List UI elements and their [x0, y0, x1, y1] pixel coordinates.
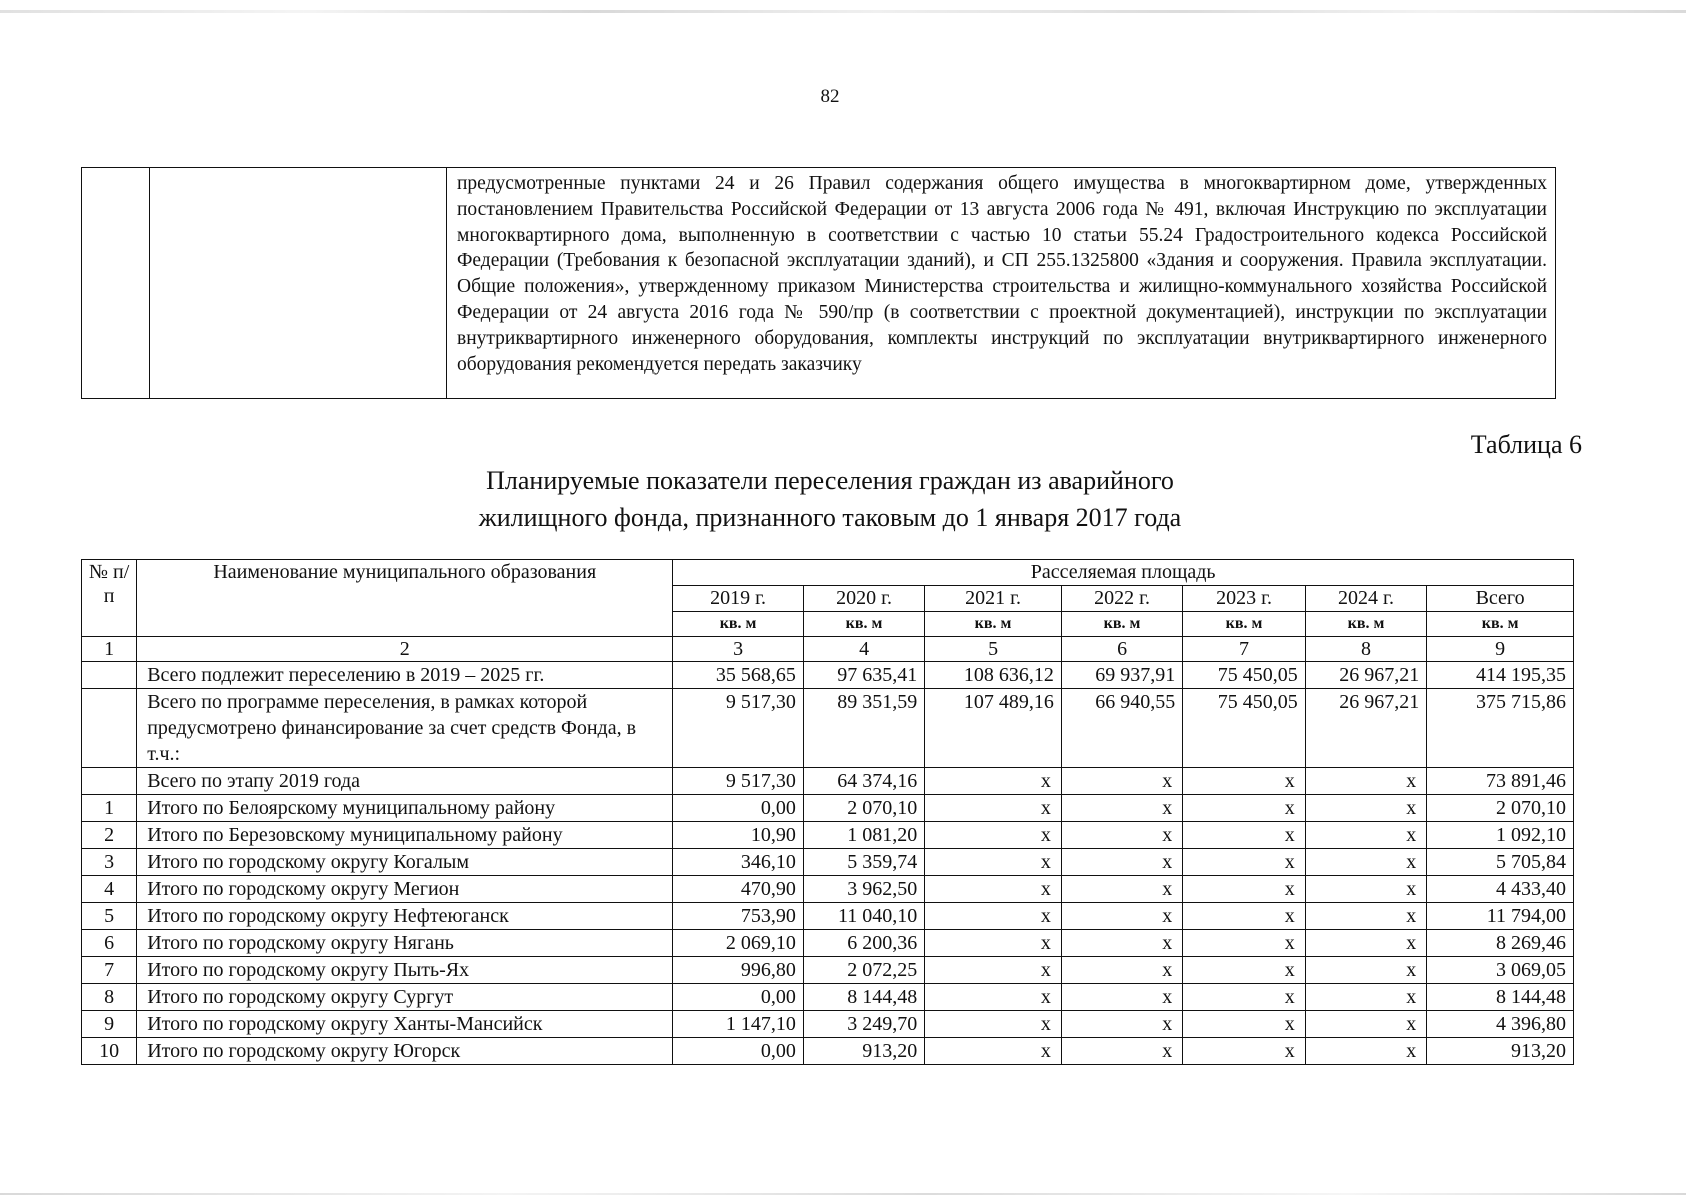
scan-edge-top [0, 10, 1686, 13]
row-year-value: 3 249,70 [803, 1011, 924, 1038]
row-total-value: 913,20 [1427, 1038, 1574, 1065]
header-number: № п/п [82, 560, 137, 637]
table-row [82, 849, 1574, 876]
row-year-value: 9 517,30 [673, 768, 804, 795]
row-total-value: 4 433,40 [1427, 876, 1574, 903]
row-year-value: х [1183, 822, 1305, 849]
table-row [82, 768, 1574, 795]
row-year-value: 0,00 [673, 984, 804, 1011]
row-municipality-name: Всего по этапу 2019 года [137, 768, 673, 795]
row-year-value: 108 636,12 [925, 662, 1062, 689]
row-total-value: 2 070,10 [1427, 795, 1574, 822]
table-label: Таблица 6 [1470, 430, 1582, 459]
table-row [82, 876, 1574, 903]
row-year-value: х [1061, 795, 1182, 822]
row-year-value: х [925, 1011, 1062, 1038]
row-year-value: х [1183, 1038, 1305, 1065]
header-unit: кв. м [925, 612, 1062, 637]
row-total-value: 4 396,80 [1427, 1011, 1574, 1038]
continuation-table [81, 167, 1556, 399]
row-year-value: х [1061, 876, 1182, 903]
row-number: 8 [82, 984, 137, 1011]
row-year-value: 0,00 [673, 795, 804, 822]
page-number: 82 [820, 86, 840, 107]
row-number: 1 [82, 795, 137, 822]
column-number: 4 [803, 637, 924, 662]
column-number: 8 [1305, 637, 1426, 662]
table-row [82, 795, 1574, 822]
row-number: 2 [82, 822, 137, 849]
row-year-value: х [1061, 849, 1182, 876]
row-year-value: х [1305, 768, 1426, 795]
row-year-value: 2 072,25 [803, 957, 924, 984]
row-total-value: 8 144,48 [1427, 984, 1574, 1011]
row-year-value: 107 489,16 [925, 689, 1062, 768]
row-year-value: х [925, 1038, 1062, 1065]
row-year-value: х [1305, 876, 1426, 903]
row-year-value: х [1305, 957, 1426, 984]
continuation-text-cell [447, 168, 1556, 399]
row-year-value: х [1305, 903, 1426, 930]
table-row [82, 903, 1574, 930]
row-municipality-name: Итого по городскому округу Нефтеюганск [137, 903, 673, 930]
header-year: 2023 г. [1183, 586, 1305, 612]
row-year-value: х [925, 984, 1062, 1011]
column-numbers-row [82, 637, 1574, 662]
header-unit: кв. м [673, 612, 804, 637]
row-year-value: х [1061, 930, 1182, 957]
row-year-value: х [1061, 768, 1182, 795]
column-number: 1 [82, 637, 137, 662]
table-row [82, 822, 1574, 849]
table-row [82, 1011, 1574, 1038]
continuation-empty-cell-2 [150, 168, 447, 399]
resettlement-table [81, 559, 1574, 1065]
row-year-value: х [925, 768, 1062, 795]
table-row [82, 662, 1574, 689]
row-year-value: х [1061, 984, 1182, 1011]
row-year-value: х [1305, 795, 1426, 822]
row-year-value: 9 517,30 [673, 689, 804, 768]
table-row [82, 930, 1574, 957]
continuation-empty-cell-1 [82, 168, 150, 399]
row-municipality-name: Итого по городскому округу Нягань [137, 930, 673, 957]
row-municipality-name: Всего подлежит переселению в 2019 – 2025 гг. [137, 662, 673, 689]
row-year-value: 97 635,41 [803, 662, 924, 689]
scan-edge-bottom [0, 1193, 1686, 1195]
row-year-value: 26 967,21 [1305, 689, 1426, 768]
row-year-value: х [925, 849, 1062, 876]
row-year-value: х [1183, 957, 1305, 984]
row-municipality-name: Итого по городскому округу Ханты-Мансийск [137, 1011, 673, 1038]
table-title [380, 462, 1280, 536]
header-year: 2022 г. [1061, 586, 1182, 612]
header-year: 2020 г. [803, 586, 924, 612]
row-year-value: х [1183, 795, 1305, 822]
row-municipality-name: Итого по Белоярскому муниципальному району [137, 795, 673, 822]
continuation-text: предусмотренные пунктами 24 и 26 Правил содержания общего имущества в многоквартирном доме, утвержденных постановлением Правительства Российской Федерации от 13 августа 2006 года № 491, включая Инструкцию по эксплуатации многоквартирного дома, выполненную в соответствии с частью 10 статьи 55.24 Градостроительного кодекса Российской Федерации (Требования к безопасной эксплуатации зданий), и СП 255.1325800 «Здания и сооружения. Правила эксплуатации. Общие положения», утвержденному приказом Министерства строительства и жилищно-коммунального хозяйства Российской Федерации от 24 августа 2016 года № 590/пр (в соответствии с проектной документацией), инструкции по эксплуатации внутриквартирного инженерного оборудования, комплекты инструкций по эксплуатации внутриквартирного инженерного оборудования рекомендуется передать заказчику [457, 173, 1547, 375]
row-year-value: 75 450,05 [1183, 662, 1305, 689]
row-year-value: 0,00 [673, 1038, 804, 1065]
column-number: 5 [925, 637, 1062, 662]
row-year-value: х [1305, 930, 1426, 957]
row-year-value: 753,90 [673, 903, 804, 930]
row-year-value: 2 070,10 [803, 795, 924, 822]
row-total-value: 73 891,46 [1427, 768, 1574, 795]
row-year-value: х [1305, 822, 1426, 849]
header-municipality: Наименование муниципального образования [137, 560, 673, 637]
row-year-value: х [1183, 876, 1305, 903]
row-number: 3 [82, 849, 137, 876]
row-year-value: 913,20 [803, 1038, 924, 1065]
row-year-value: х [1305, 1011, 1426, 1038]
row-total-value: 5 705,84 [1427, 849, 1574, 876]
header-unit: кв. м [1427, 612, 1574, 637]
header-unit: кв. м [1061, 612, 1182, 637]
row-total-value: 8 269,46 [1427, 930, 1574, 957]
table-row [82, 1038, 1574, 1065]
row-year-value: 8 144,48 [803, 984, 924, 1011]
row-number [82, 768, 137, 795]
row-total-value: 1 092,10 [1427, 822, 1574, 849]
header-area: Расселяемая площадь [673, 560, 1574, 586]
row-total-value: 414 195,35 [1427, 662, 1574, 689]
row-total-value: 11 794,00 [1427, 903, 1574, 930]
row-year-value: х [1183, 768, 1305, 795]
row-year-value: х [1183, 1011, 1305, 1038]
row-municipality-name: Итого по городскому округу Сургут [137, 984, 673, 1011]
column-number: 6 [1061, 637, 1182, 662]
row-year-value: х [925, 903, 1062, 930]
row-year-value: 6 200,36 [803, 930, 924, 957]
row-year-value: 1 147,10 [673, 1011, 804, 1038]
row-year-value: 75 450,05 [1183, 689, 1305, 768]
row-year-value: х [1061, 1011, 1182, 1038]
table-row [82, 957, 1574, 984]
row-municipality-name: Итого по городскому округу Мегион [137, 876, 673, 903]
row-year-value: 69 937,91 [1061, 662, 1182, 689]
row-year-value: х [1061, 903, 1182, 930]
row-year-value: х [1305, 984, 1426, 1011]
row-year-value: х [925, 876, 1062, 903]
row-year-value: 470,90 [673, 876, 804, 903]
row-number: 5 [82, 903, 137, 930]
row-municipality-name: Всего по программе переселения, в рамках которой предусмотрено финансирование за счет средств Фонда, в т.ч.: [137, 689, 673, 768]
header-unit: кв. м [803, 612, 924, 637]
row-year-value: х [925, 957, 1062, 984]
table-row [82, 984, 1574, 1011]
row-municipality-name: Итого по городскому округу Югорск [137, 1038, 673, 1065]
header-year: 2024 г. [1305, 586, 1426, 612]
column-number: 2 [137, 637, 673, 662]
row-number: 10 [82, 1038, 137, 1065]
row-year-value: х [1061, 1038, 1182, 1065]
header-unit: кв. м [1305, 612, 1426, 637]
row-number: 4 [82, 876, 137, 903]
column-number: 3 [673, 637, 804, 662]
row-year-value: х [1305, 1038, 1426, 1065]
header-year: 2019 г. [673, 586, 804, 612]
row-year-value: 346,10 [673, 849, 804, 876]
row-year-value: 3 962,50 [803, 876, 924, 903]
row-year-value: 66 940,55 [1061, 689, 1182, 768]
row-year-value: 64 374,16 [803, 768, 924, 795]
table-title-line-1: Планируемые показатели переселения граждан из аварийного [486, 466, 1174, 495]
header-year: 2021 г. [925, 586, 1062, 612]
row-year-value: х [1183, 903, 1305, 930]
row-year-value: х [1183, 984, 1305, 1011]
row-year-value: 10,90 [673, 822, 804, 849]
row-number [82, 689, 137, 768]
row-total-value: 3 069,05 [1427, 957, 1574, 984]
row-year-value: 1 081,20 [803, 822, 924, 849]
row-number [82, 662, 137, 689]
row-municipality-name: Итого по Березовскому муниципальному району [137, 822, 673, 849]
row-year-value: х [925, 795, 1062, 822]
row-year-value: 996,80 [673, 957, 804, 984]
row-year-value: 5 359,74 [803, 849, 924, 876]
row-year-value: х [925, 822, 1062, 849]
row-year-value: х [1183, 849, 1305, 876]
header-unit: кв. м [1183, 612, 1305, 637]
row-municipality-name: Итого по городскому округу Когалым [137, 849, 673, 876]
row-year-value: х [1061, 822, 1182, 849]
row-year-value: 35 568,65 [673, 662, 804, 689]
column-number: 7 [1183, 637, 1305, 662]
row-year-value: 89 351,59 [803, 689, 924, 768]
row-municipality-name: Итого по городскому округу Пыть-Ях [137, 957, 673, 984]
row-year-value: х [1305, 849, 1426, 876]
row-year-value: х [1061, 957, 1182, 984]
row-year-value: 2 069,10 [673, 930, 804, 957]
row-number: 9 [82, 1011, 137, 1038]
row-year-value: х [1183, 930, 1305, 957]
row-number: 7 [82, 957, 137, 984]
header-total: Всего [1427, 586, 1574, 612]
column-number: 9 [1427, 637, 1574, 662]
row-total-value: 375 715,86 [1427, 689, 1574, 768]
table-title-line-2: жилищного фонда, признанного таковым до 1 января 2017 года [478, 503, 1182, 532]
row-year-value: 26 967,21 [1305, 662, 1426, 689]
row-year-value: х [925, 930, 1062, 957]
row-year-value: 11 040,10 [803, 903, 924, 930]
row-number: 6 [82, 930, 137, 957]
table-row [82, 689, 1574, 768]
